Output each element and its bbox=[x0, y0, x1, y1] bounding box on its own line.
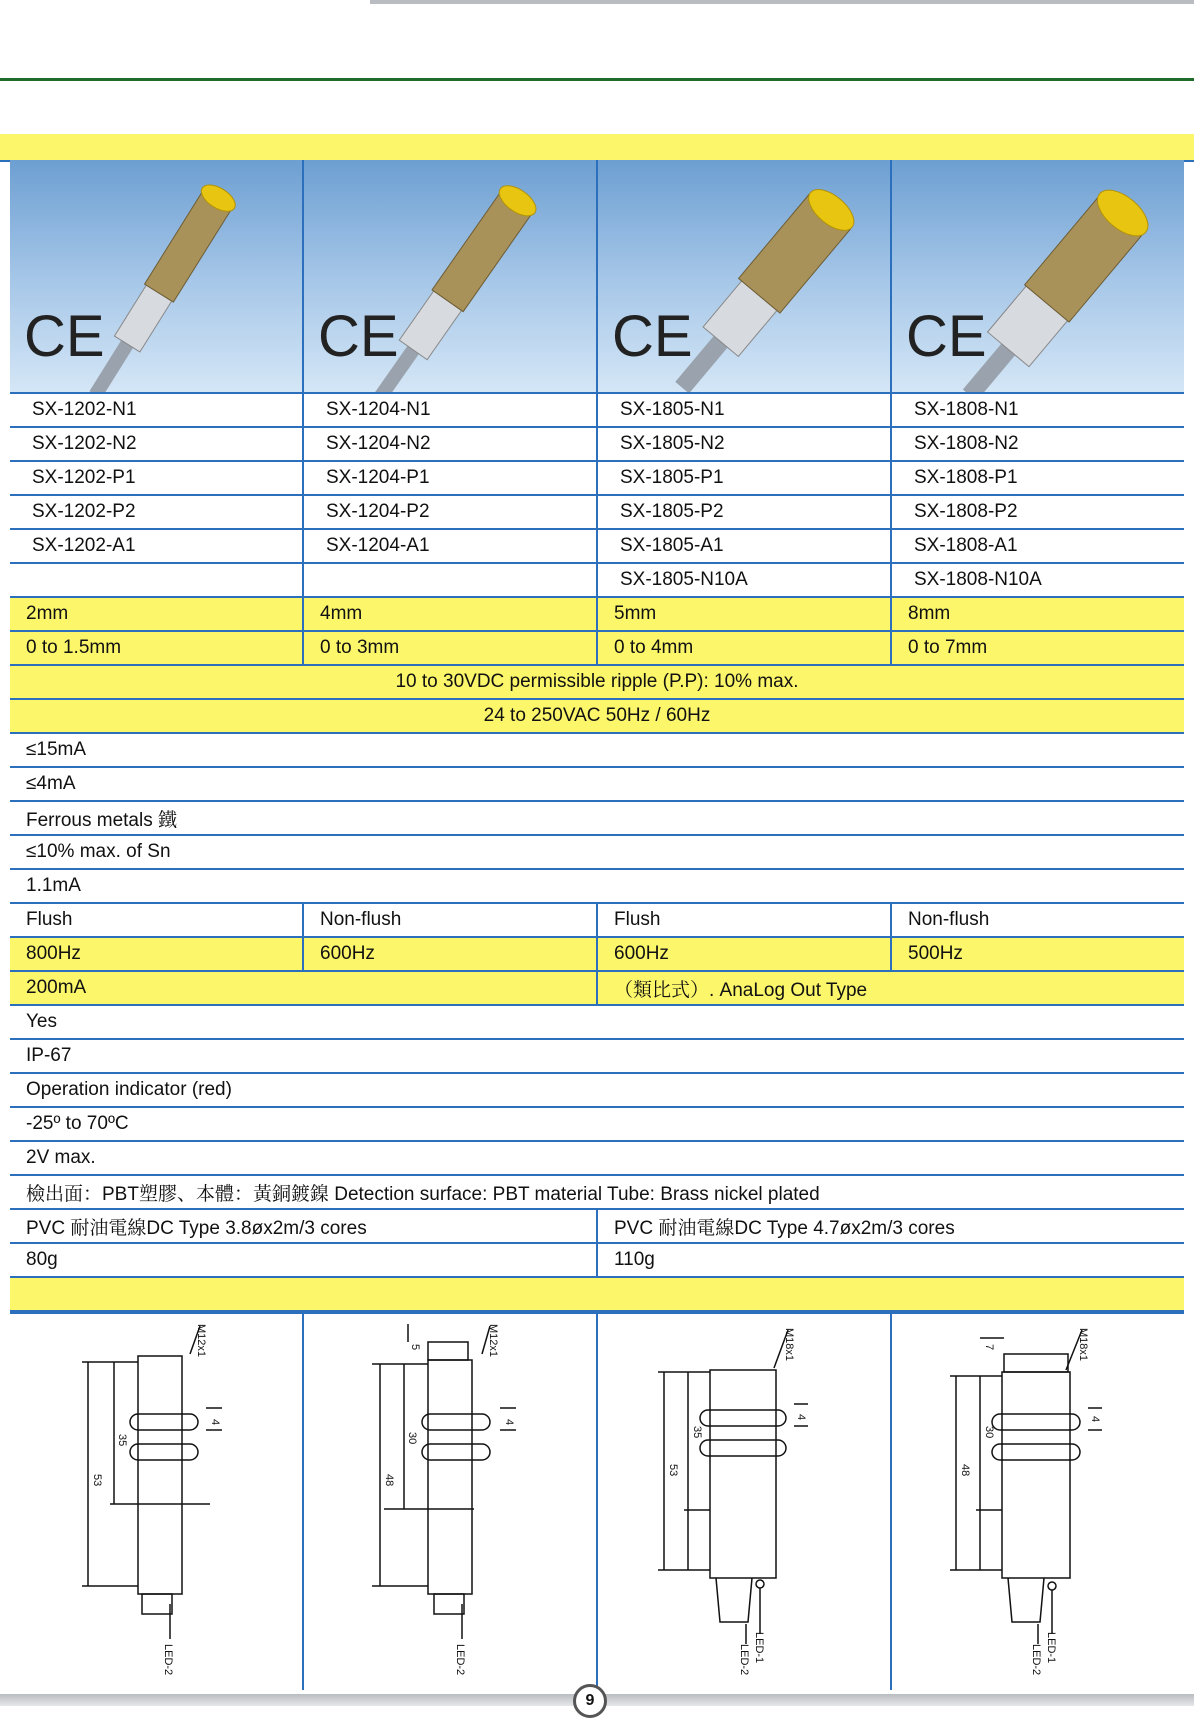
dim-label: 30 bbox=[406, 1432, 418, 1445]
model-cell: SX-1808-P2 bbox=[914, 501, 1018, 522]
response-frequency-row bbox=[10, 938, 1184, 972]
dim-label: 4 bbox=[1089, 1416, 1101, 1423]
product-photos bbox=[10, 160, 1184, 392]
weight-row bbox=[10, 1244, 1184, 1278]
thread-label: M18x1 bbox=[1077, 1328, 1089, 1362]
response-frequency-cell: 500Hz bbox=[908, 943, 963, 964]
model-cell: SX-1808-N1 bbox=[914, 399, 1019, 420]
supply-ac-row bbox=[10, 700, 1184, 734]
ambient-temperature-row bbox=[10, 1108, 1184, 1142]
analog-type-cell: （類比式）. AnaLog Out Type bbox=[614, 979, 868, 1001]
dim-label: 48 bbox=[959, 1464, 971, 1477]
sensing-distance-cell: 4mm bbox=[304, 598, 598, 630]
led-label: LED-2 bbox=[1030, 1644, 1042, 1676]
model-row bbox=[10, 462, 1184, 496]
protection-degree-row bbox=[10, 1040, 1184, 1074]
differential-row bbox=[10, 836, 1184, 870]
spec-sheet bbox=[10, 160, 1184, 1690]
differential-cell: ≤10% max. of Sn bbox=[26, 841, 171, 862]
model-cell: SX-1805-N1 bbox=[598, 394, 892, 426]
setting-distance-cell: 0 to 4mm bbox=[598, 632, 892, 664]
page-number: 9 bbox=[573, 1684, 607, 1718]
model-cell: SX-1204-N1 bbox=[304, 394, 598, 426]
sensing-distance-row bbox=[10, 598, 1184, 632]
setting-distance-row bbox=[10, 632, 1184, 666]
drawing-m18-flush bbox=[598, 1314, 892, 1690]
model-cell: SX-1805-A1 bbox=[598, 530, 892, 562]
dim-label: 35 bbox=[116, 1434, 128, 1447]
ambient-temperature-cell: -25º to 70ºC bbox=[26, 1113, 129, 1134]
setting-distance-cell: 0 to 1.5mm bbox=[10, 632, 304, 664]
thread-label: M18x1 bbox=[783, 1328, 795, 1362]
mounting-row bbox=[10, 904, 1184, 938]
header-band bbox=[0, 134, 1194, 162]
leakage-current-cell: ≤4mA bbox=[26, 773, 76, 794]
dim-label: 53 bbox=[667, 1464, 679, 1477]
model-cell: SX-1202-P1 bbox=[10, 462, 304, 494]
dim-label: 4 bbox=[795, 1414, 807, 1421]
model-cell: SX-1808-N10A bbox=[914, 569, 1042, 590]
led-label: LED-2 bbox=[738, 1644, 750, 1676]
dim-label: 48 bbox=[383, 1474, 395, 1487]
residual-current-cell: 1.1mA bbox=[26, 875, 81, 896]
model-cell: SX-1808-A1 bbox=[914, 535, 1018, 556]
product-photo-sx-1808 bbox=[892, 160, 1184, 392]
target-cell: Ferrous metals 鐵 bbox=[26, 809, 177, 831]
model-cell: SX-1204-N2 bbox=[304, 428, 598, 460]
weight-18-cell: 110g bbox=[614, 1249, 655, 1270]
model-row bbox=[10, 394, 1184, 428]
model-row bbox=[10, 496, 1184, 530]
ce-mark-icon: CE bbox=[24, 304, 105, 369]
drawing-m12-flush bbox=[10, 1314, 304, 1690]
model-cell: SX-1204-A1 bbox=[304, 530, 598, 562]
ce-mark-icon: CE bbox=[612, 304, 693, 369]
model-cell: SX-1202-N1 bbox=[10, 394, 304, 426]
model-cell: SX-1805-N2 bbox=[598, 428, 892, 460]
dim-label: 35 bbox=[691, 1426, 703, 1439]
protection-circuit-cell: Yes bbox=[26, 1011, 57, 1032]
material-cell: 檢出面：PBT塑膠、本體：黃銅鍍鎳 Detection surface: PBT material Tube: Brass nickel plated bbox=[26, 1183, 820, 1205]
model-cell: SX-1805-P2 bbox=[598, 496, 892, 528]
leakage-current-row bbox=[10, 768, 1184, 802]
product-photo-sx-1202 bbox=[10, 160, 304, 392]
model-cell: SX-1204-P1 bbox=[304, 462, 598, 494]
ce-mark-icon: CE bbox=[318, 304, 399, 369]
mounting-cell: Non-flush bbox=[908, 909, 990, 930]
weight-12-cell: 80g bbox=[10, 1244, 598, 1276]
material-row bbox=[10, 1176, 1184, 1210]
dimension-drawings bbox=[10, 1312, 1184, 1690]
model-cell: SX-1805-N10A bbox=[598, 564, 892, 596]
drawing-m18-nonflush bbox=[892, 1314, 1184, 1690]
setting-distance-cell: 0 to 7mm bbox=[908, 637, 988, 658]
spec-table bbox=[10, 392, 1184, 1312]
mounting-cell: Non-flush bbox=[304, 904, 598, 936]
dim-label: 30 bbox=[983, 1426, 995, 1439]
model-row bbox=[10, 428, 1184, 462]
current-consumption-row bbox=[10, 734, 1184, 768]
mounting-cell: Flush bbox=[598, 904, 892, 936]
header-rule bbox=[0, 78, 1194, 81]
model-cell bbox=[10, 564, 304, 596]
product-photo-sx-1805 bbox=[598, 160, 892, 392]
model-cell: SX-1202-N2 bbox=[10, 428, 304, 460]
indicator-cell: Operation indicator (red) bbox=[26, 1079, 232, 1100]
protection-circuit-row bbox=[10, 1006, 1184, 1040]
model-cell: SX-1202-A1 bbox=[10, 530, 304, 562]
voltage-drop-cell: 2V max. bbox=[26, 1147, 96, 1168]
led-label: LED-1 bbox=[1045, 1632, 1057, 1664]
model-cell: SX-1204-P2 bbox=[304, 496, 598, 528]
led-label: LED-1 bbox=[753, 1632, 765, 1664]
supply-dc-row bbox=[10, 666, 1184, 700]
target-row bbox=[10, 802, 1184, 836]
product-photo-sx-1204 bbox=[304, 160, 598, 392]
mounting-cell: Flush bbox=[10, 904, 304, 936]
residual-current-row bbox=[10, 870, 1184, 904]
thread-label: M12x1 bbox=[195, 1324, 207, 1358]
sensing-distance-cell: 8mm bbox=[908, 603, 951, 624]
sensing-distance-cell: 5mm bbox=[598, 598, 892, 630]
model-cell: SX-1808-N2 bbox=[914, 433, 1019, 454]
top-decor-line bbox=[370, 0, 1194, 4]
model-cell: SX-1808-P1 bbox=[914, 467, 1018, 488]
cable-18-cell: PVC 耐油電線DC Type 4.7øx2m/3 cores bbox=[614, 1217, 955, 1239]
control-output-row bbox=[10, 972, 1184, 1006]
protection-degree-cell: IP-67 bbox=[26, 1045, 72, 1066]
supply-dc-cell: 10 to 30VDC permissible ripple (P.P): 10% max. bbox=[395, 671, 799, 692]
dim-label: 7 bbox=[983, 1344, 995, 1351]
dim-label: 53 bbox=[91, 1474, 103, 1487]
model-cell: SX-1202-P2 bbox=[10, 496, 304, 528]
led-label: LED-2 bbox=[162, 1644, 174, 1676]
response-frequency-cell: 600Hz bbox=[598, 938, 892, 970]
sensing-distance-cell: 2mm bbox=[10, 598, 304, 630]
drawing-m12-nonflush bbox=[304, 1314, 598, 1690]
cable-12-cell: PVC 耐油電線DC Type 3.8øx2m/3 cores bbox=[10, 1210, 598, 1242]
response-frequency-cell: 600Hz bbox=[304, 938, 598, 970]
model-cell: SX-1805-P1 bbox=[598, 462, 892, 494]
current-consumption-cell: ≤15mA bbox=[26, 739, 87, 760]
dim-label: 4 bbox=[209, 1419, 221, 1426]
thread-label: M12x1 bbox=[487, 1324, 499, 1358]
dim-label: 4 bbox=[503, 1419, 515, 1426]
supply-ac-cell: 24 to 250VAC 50Hz / 60Hz bbox=[483, 705, 711, 726]
blank-cell bbox=[10, 1278, 1184, 1310]
setting-distance-cell: 0 to 3mm bbox=[304, 632, 598, 664]
model-row bbox=[10, 564, 1184, 598]
dim-label: 5 bbox=[409, 1344, 421, 1351]
model-cell bbox=[304, 564, 598, 596]
indicator-row bbox=[10, 1074, 1184, 1108]
voltage-drop-row bbox=[10, 1142, 1184, 1176]
ce-mark-icon: CE bbox=[906, 304, 987, 369]
blank-yellow-row bbox=[10, 1278, 1184, 1312]
response-frequency-cell: 800Hz bbox=[10, 938, 304, 970]
model-row bbox=[10, 530, 1184, 564]
control-output-cell: 200mA bbox=[10, 972, 598, 1004]
cable-row bbox=[10, 1210, 1184, 1244]
led-label: LED-2 bbox=[454, 1644, 466, 1676]
